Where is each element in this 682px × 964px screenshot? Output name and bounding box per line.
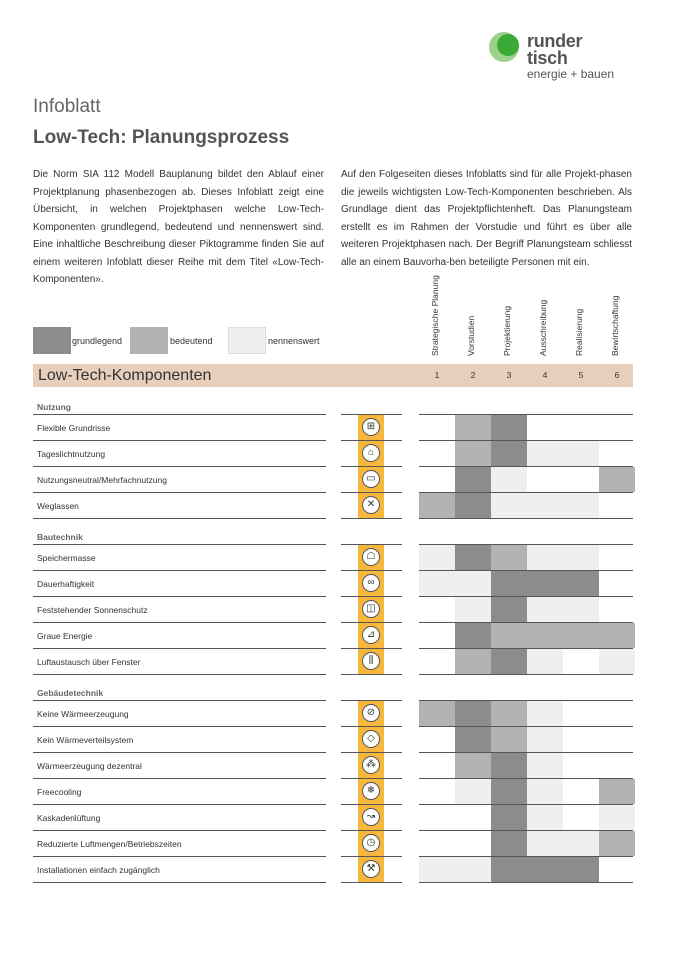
phase-name: Projektierung — [502, 305, 512, 356]
matrix-cell — [527, 545, 563, 570]
phase-name: Ausschreibung — [538, 299, 548, 356]
row-label: Nutzungsneutral/Mehrfachnutzung — [37, 475, 167, 485]
matrix-cell — [491, 441, 527, 466]
row-label: Speichermasse — [37, 553, 96, 563]
page-title: Low-Tech: Planungsprozess — [33, 127, 290, 148]
row-divider — [341, 778, 402, 779]
row-divider — [33, 570, 326, 571]
matrix-cell — [455, 415, 491, 440]
intro-paragraph-left: Die Norm SIA 112 Modell Bauplanung bildet den Ablauf einer Projektplanung phasenbezogen ab. Dieses Infoblatt zeigt eine Übersicht, in welchen Projektphasen welche Low-Tech-Komponenten grundlegend, bedeutend und nennenswert sind. Eine inhaltliche Beschreibung dieser Piktogramme finden Sie auf einem weiteren Infoblatt dieser Reihe mit dem Titel «Low-Tech-Komponenten». — [33, 169, 324, 285]
tool-icon: ⚒ — [362, 860, 380, 878]
row-divider — [33, 778, 326, 779]
matrix-cell — [599, 779, 635, 804]
row-label: Graue Energie — [37, 631, 93, 641]
matrix-cell — [455, 753, 491, 778]
matrix-cell — [527, 727, 563, 752]
row-divider — [33, 622, 326, 623]
row-divider — [33, 856, 326, 857]
phase-number-1: 1 — [434, 370, 440, 380]
row-divider — [33, 830, 326, 831]
window-ventilation-icon: ⫼ — [362, 652, 380, 670]
phase-name: Bewirtschaftung — [610, 295, 620, 356]
row-divider — [341, 622, 402, 623]
section-title-nutzung: Nutzung — [37, 402, 71, 412]
omit-icon: ✕ — [362, 496, 380, 514]
row-divider — [33, 414, 326, 415]
intro-paragraph-right: Auf den Folgeseiten dieses Infoblatts sind für alle Projekt-phasen die jeweils wichtigsten Low-Tech-Komponenten beschrieben. Als Grundlage dient das Projektpflichtenheft. Das Planungsteam erstellt es im Rahmen der Vorstudie und führt es über alle weiteren Projektphasen nach. Der Begriff Planungsteam schliesst alle an einem Bauvorha-ben beteiligte Personen mit ein. — [341, 169, 632, 268]
matrix-cell — [455, 493, 491, 518]
matrix-cell — [599, 805, 635, 830]
matrix-cell — [491, 545, 527, 570]
no-heating-icon: ⊘ — [362, 704, 380, 722]
matrix-cell — [527, 493, 563, 518]
cascade-ventilation-icon: ↝ — [362, 808, 380, 826]
logo-icon — [489, 30, 529, 64]
matrix-cell — [491, 727, 527, 752]
matrix-cell — [563, 571, 599, 596]
row-divider — [341, 648, 402, 649]
matrix-cell — [599, 623, 635, 648]
phase-number-4: 4 — [542, 370, 548, 380]
row-divider — [33, 596, 326, 597]
matrix-cell — [563, 545, 599, 570]
matrix-cell — [491, 415, 527, 440]
matrix-cell — [491, 753, 527, 778]
row-divider — [341, 466, 402, 467]
matrix-cell — [419, 857, 455, 882]
row-label: Dauerhaftigkeit — [37, 579, 95, 589]
phase-name: Realisierung — [574, 308, 584, 356]
phase-number-3: 3 — [506, 370, 512, 380]
matrix-cell — [491, 623, 527, 648]
row-divider — [341, 518, 402, 519]
row-divider — [341, 752, 402, 753]
matrix-cell — [419, 571, 455, 596]
row-divider — [341, 804, 402, 805]
matrix-cell — [419, 701, 455, 726]
decentral-heating-icon: ⁂ — [362, 756, 380, 774]
matrix-cell — [527, 701, 563, 726]
row-label: Kein Wärmeverteilsystem — [37, 735, 134, 745]
row-divider — [341, 882, 402, 883]
matrix-cell — [455, 441, 491, 466]
matrix-cell — [455, 597, 491, 622]
row-divider — [33, 518, 326, 519]
row-divider — [33, 544, 326, 545]
matrix-cell — [563, 597, 599, 622]
row-label: Feststehender Sonnenschutz — [37, 605, 148, 615]
matrix-cell — [455, 623, 491, 648]
matrix-cell — [455, 467, 491, 492]
matrix-cell — [455, 701, 491, 726]
matrix-cell — [527, 857, 563, 882]
legend-swatch-grundlegend — [33, 327, 71, 354]
no-distribution-icon: ◇ — [362, 730, 380, 748]
legend-swatch-nennenswert — [228, 327, 266, 354]
matrix-cell — [563, 623, 599, 648]
grey-energy-icon: ⊿ — [362, 626, 380, 644]
matrix-cell — [527, 779, 563, 804]
row-divider — [341, 856, 402, 857]
matrix-cell — [527, 441, 563, 466]
matrix-cell — [563, 831, 599, 856]
matrix-cell — [419, 545, 455, 570]
durability-icon: ∞ — [362, 574, 380, 592]
section-title-bautechnik: Bautechnik — [37, 532, 83, 542]
logo-subline: energie + bauen — [527, 67, 615, 81]
row-divider — [33, 726, 326, 727]
row-label: Tageslichtnutzung — [37, 449, 106, 459]
legend-label-bedeutend: bedeutend — [170, 336, 213, 346]
snowflake-icon: ❄ — [362, 782, 380, 800]
matrix-cell — [455, 649, 491, 674]
row-label: Flexible Grundrisse — [37, 423, 111, 433]
matrix-cell — [527, 831, 563, 856]
row-divider — [33, 466, 326, 467]
row-divider — [33, 440, 326, 441]
row-divider — [33, 648, 326, 649]
row-divider — [341, 492, 402, 493]
phase-header-2 — [467, 286, 487, 356]
matrix-cell — [527, 571, 563, 596]
row-divider — [33, 492, 326, 493]
matrix-cell — [455, 727, 491, 752]
matrix-cell — [491, 571, 527, 596]
row-label: Installationen einfach zugänglich — [37, 865, 160, 875]
phase-name: Strategische Planung — [430, 275, 440, 356]
multiuse-icon: ▭ — [362, 470, 380, 488]
matrix-cell — [491, 493, 527, 518]
storage-mass-icon: ☖ — [362, 548, 380, 566]
matrix-cell — [491, 701, 527, 726]
matrix-cell — [563, 493, 599, 518]
matrix-cell — [491, 857, 527, 882]
phase-header-1 — [430, 275, 451, 356]
matrix-cell — [599, 831, 635, 856]
matrix-cell — [491, 831, 527, 856]
row-label: Weglassen — [37, 501, 79, 511]
matrix-cell — [527, 597, 563, 622]
matrix-cell — [563, 441, 599, 466]
phase-number-2: 2 — [470, 370, 476, 380]
daylight-icon: ⌂ — [362, 444, 380, 462]
matrix-cell — [527, 805, 563, 830]
row-label: Freecooling — [37, 787, 82, 797]
legend-label-grundlegend: grundlegend — [72, 336, 123, 346]
matrix-cell — [419, 493, 455, 518]
matrix-cell — [527, 623, 563, 648]
matrix-cell — [599, 467, 635, 492]
row-divider — [341, 440, 402, 441]
logo-wordmark: runder tisch — [527, 31, 583, 68]
row-divider — [419, 518, 633, 519]
row-divider — [341, 700, 402, 701]
row-label: Keine Wärmeerzeugung — [37, 709, 129, 719]
legend-swatch-bedeutend — [130, 327, 168, 354]
phase-header-4 — [539, 286, 559, 356]
phase-number-5: 5 — [578, 370, 584, 380]
matrix-cell — [599, 649, 635, 674]
components-title: Low-Tech-Komponenten — [38, 367, 212, 384]
row-divider — [341, 674, 402, 675]
matrix-cell — [527, 753, 563, 778]
row-divider — [33, 804, 326, 805]
matrix-cell — [491, 779, 527, 804]
matrix-cell — [455, 779, 491, 804]
phase-header-5 — [575, 286, 595, 356]
clock-icon: ◷ — [362, 834, 380, 852]
phase-header-6 — [611, 286, 631, 356]
matrix-cell — [455, 571, 491, 596]
matrix-cell — [563, 857, 599, 882]
row-divider — [33, 700, 326, 701]
row-label: Wärmeerzeugung dezentral — [37, 761, 142, 771]
matrix-cell — [491, 467, 527, 492]
phase-header-3 — [503, 286, 523, 356]
row-label: Luftaustausch über Fenster — [37, 657, 141, 667]
section-title-gebäudetechnik: Gebäudetechnik — [37, 688, 104, 698]
matrix-cell — [455, 545, 491, 570]
row-divider — [33, 752, 326, 753]
phase-name: Vorstudien — [466, 315, 476, 356]
row-divider — [341, 570, 402, 571]
row-divider — [341, 596, 402, 597]
sunshade-icon: ◫ — [362, 600, 380, 618]
row-divider — [33, 674, 326, 675]
matrix-cell — [491, 597, 527, 622]
phase-number-6: 6 — [614, 370, 620, 380]
row-label: Reduzierte Luftmengen/Betriebszeiten — [37, 839, 182, 849]
matrix-cell — [491, 649, 527, 674]
matrix-cell — [527, 649, 563, 674]
row-label: Kaskadenlüftung — [37, 813, 101, 823]
matrix-cell — [455, 857, 491, 882]
grid-plan-icon: ⊞ — [362, 418, 380, 436]
row-divider — [341, 830, 402, 831]
legend-label-nennenswert: nennenswert — [268, 336, 320, 346]
row-divider — [341, 414, 402, 415]
matrix-cell — [491, 805, 527, 830]
row-divider — [419, 882, 633, 883]
row-divider — [341, 726, 402, 727]
row-divider — [33, 882, 326, 883]
row-divider — [341, 544, 402, 545]
row-divider — [419, 674, 633, 675]
page-kicker: Infoblatt — [33, 96, 101, 117]
